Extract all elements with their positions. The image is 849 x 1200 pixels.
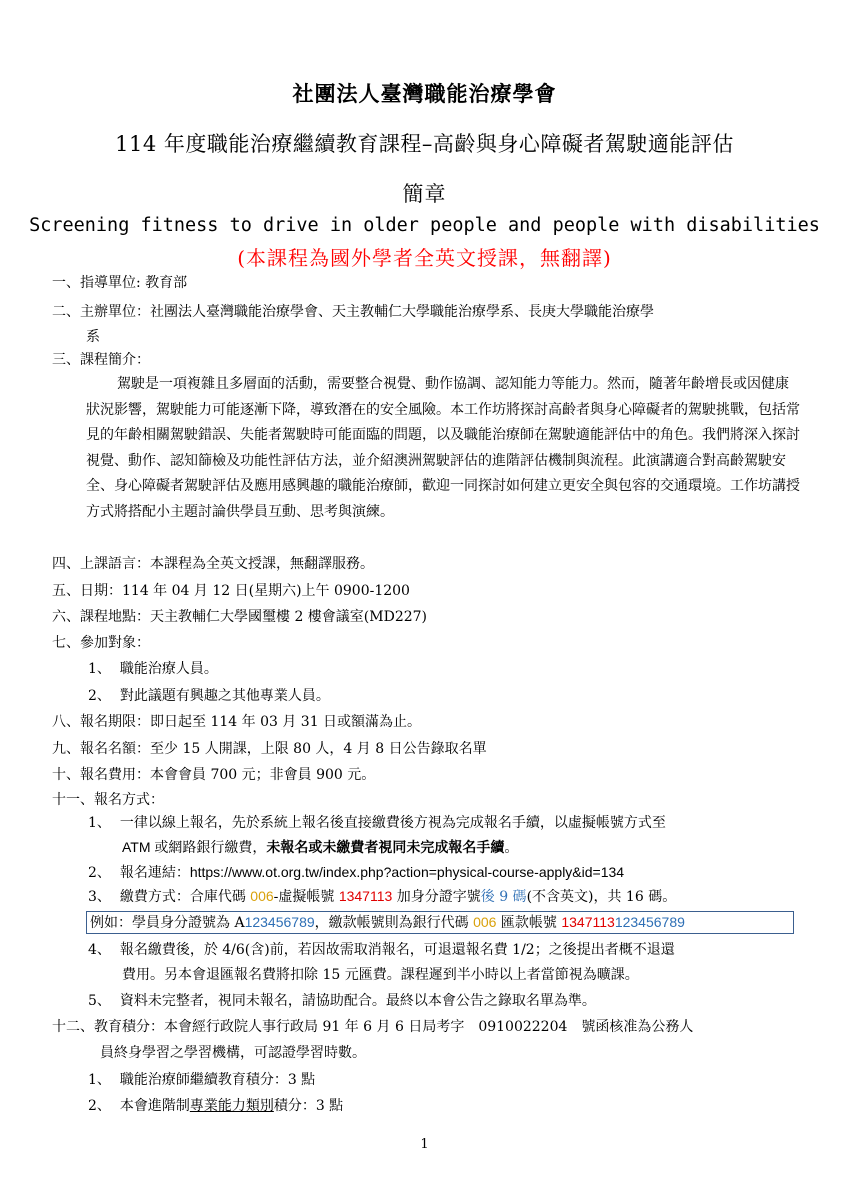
organization-title: 社團法人臺灣職能治療學會 (292, 81, 557, 106)
section-number: 二、 (52, 304, 80, 320)
section-text: 上課語言：本課程為全英文授課，無翻譯服務。 (80, 556, 374, 572)
item-text: 繳費方式：合庫代碼 (119, 889, 251, 905)
section-number: 十二、 (52, 1019, 94, 1035)
item-text: 職能治療師繼續教育積分：3 點 (119, 1072, 316, 1088)
section-7 (52, 633, 150, 653)
section-number: 一、 (52, 275, 80, 291)
item-number: 5、 (88, 993, 111, 1009)
section-number: 五、 (52, 583, 80, 599)
course-title: 114 年度職能治療繼續教育課程–高齡與身心障礙者駕駛適能評估 (115, 132, 734, 156)
item-text: 加身分證字號 (392, 889, 481, 905)
section-4 (52, 554, 374, 574)
example-account-prefix: 1347113 (561, 914, 615, 930)
id-digits: 後 9 碼 (480, 889, 527, 905)
item-text: 。 (504, 840, 519, 856)
section-text: 課程地點：天主教輔仁大學國璽樓 2 樓會議室(MD227) (80, 609, 428, 625)
warning-text: 未報名或未繳費者視同未完成報名手續 (266, 840, 505, 856)
example-text: ，繳款帳號則為銀行代碼 (314, 915, 474, 931)
section-12-continued: 員終身學習之學習機構，可認證學習時數。 (100, 1045, 366, 1061)
section-number: 六、 (52, 609, 80, 625)
item-text: 職能治療人員。 (119, 661, 218, 677)
section-3 (52, 350, 150, 370)
example-text: 例如：學員身分證號為 A (90, 915, 245, 931)
section-2-continued: 系 (86, 329, 100, 345)
section-text: 主辦單位：社團法人臺灣職能治療學會、天主教輔仁大學職能治療學系、長庚大學職能治療學 (80, 304, 654, 320)
section-number: 七、 (52, 635, 80, 651)
section-number: 十一、 (52, 792, 94, 808)
example-account-suffix: 123456789 (614, 914, 685, 930)
item-number: 1、 (88, 815, 111, 831)
section-5 (52, 581, 410, 601)
section-number: 八、 (52, 714, 80, 730)
virtual-account: 1347113 (338, 888, 393, 904)
list-item-continued: 費用。另本會退匯報名費將扣除 15 元匯費。課程遲到半小時以上者當節視為曠課。 (122, 967, 639, 983)
english-title: Screening fitness to drive in older people and people with disabilities (29, 215, 820, 236)
section-10 (52, 765, 375, 785)
item-text: 報名連結： (119, 865, 190, 881)
list-item (88, 813, 666, 833)
item-text: 資料未完整者，視同未報名，請協助配合。最終以本會公告之錄取名單為準。 (119, 993, 596, 1009)
item-text: 本會進階制 (119, 1098, 190, 1114)
section-number: 九、 (52, 741, 80, 757)
item-text-underlined: 專業能力類別 (189, 1098, 274, 1114)
list-item (88, 1096, 343, 1116)
item-text: 一律以線上報名，先於系統上報名後直接繳費後方視為完成報名手續，以虛擬帳號方式至 (119, 815, 666, 831)
section-text: 課程簡介： (80, 352, 150, 368)
item-number: 2、 (88, 688, 111, 704)
item-number: 1、 (88, 661, 111, 677)
section-number: 四、 (52, 556, 80, 572)
section-12 (52, 1017, 693, 1037)
item-number: 2、 (88, 1098, 111, 1114)
payment-example-box (86, 911, 794, 934)
list-item (88, 886, 676, 907)
section-text: 報名方式： (94, 792, 164, 808)
section-text: 指導單位: 教育部 (80, 275, 188, 291)
section-8 (52, 712, 421, 732)
section-text: 報名名額：至少 15 人開課，上限 80 人，4 月 8 日公告錄取名單 (80, 741, 487, 757)
item-number: 1、 (88, 1072, 111, 1088)
list-item (88, 940, 675, 960)
list-item (88, 1070, 315, 1090)
list-item-continued (122, 837, 518, 858)
bank-code: 006 (250, 888, 274, 904)
example-text: 匯款帳號 (496, 915, 562, 931)
page-number: 1 (420, 1137, 429, 1152)
item-number: 4、 (88, 942, 111, 958)
section-number: 三、 (52, 352, 80, 368)
document-kind: 簡章 (402, 182, 447, 206)
item-text: (不含英文)，共 16 碼。 (526, 889, 677, 905)
language-notice: (本課程為國外學者全英文授課，無翻譯) (237, 246, 612, 270)
registration-link[interactable]: https://www.ot.org.tw/index.php?action=physical-course-apply&id=134 (189, 864, 625, 880)
section-9 (52, 739, 487, 759)
item-number: 3、 (88, 889, 111, 905)
example-bank-code: 006 (473, 914, 497, 930)
section-number: 十、 (52, 767, 80, 783)
item-text: -虛擬帳號 (273, 889, 339, 905)
section-text: 報名期限：即日起至 114 年 03 月 31 日或額滿為止。 (80, 714, 422, 730)
item-text: 對此議題有興趣之其他專業人員。 (119, 688, 330, 704)
item-text: 報名繳費後，於 4/6(含)前，若因故需取消報名，可退還報名費 1/2；之後提出者概不退還 (119, 942, 675, 958)
item-text: 積分：3 點 (273, 1098, 344, 1114)
list-item (88, 862, 624, 883)
section-2 (52, 302, 654, 322)
example-id: 123456789 (244, 914, 315, 930)
list-item (88, 686, 330, 706)
section-text: 參加對象： (80, 635, 150, 651)
section-6 (52, 607, 427, 627)
section-text: 報名費用：本會會員 700 元；非會員 900 元。 (80, 767, 376, 783)
item-number: 2、 (88, 865, 111, 881)
list-item (88, 991, 596, 1011)
item-text: ATM 或網路銀行繳費， (122, 839, 267, 855)
section-11 (52, 790, 164, 810)
section-1 (52, 273, 187, 293)
section-text: 教育積分：本會經行政院人事行政局 91 年 6 月 6 日局考字 0910022204 號函核准為公務人 (94, 1019, 694, 1035)
section-text: 日期：114 年 04 月 12 日(星期六)上午 0900-1200 (80, 583, 410, 599)
course-introduction: 駕駛是一項複雜且多層面的活動，需要整合視覺、動作協調、認知能力等能力。然而，隨著年齡增長或因健康狀況影響，駕駛能力可能逐漸下降，導致潛在的安全風險。本工作坊將探討高齡者與身心障礙者的駕駛挑戰，包括常見的年齡相關駕駛錯誤、失能者駕駛時可能面臨的問題，以及職能治療師在駕駛適能評估中的角色。我們將深入探討視覺、動作、認知篩檢及功能性評估方法，並介紹澳洲駕駛評估的進階評估機制與流程。此演講適合對高齡駕駛安全、身心障礙者駕駛評估及應用感興趣的職能治療師，歡迎一同探討如何建立更安全與包容的交通環境。工作坊講授方式將搭配小主題討論供學員互動、思考與演練。 (86, 376, 800, 520)
list-item (88, 659, 218, 679)
